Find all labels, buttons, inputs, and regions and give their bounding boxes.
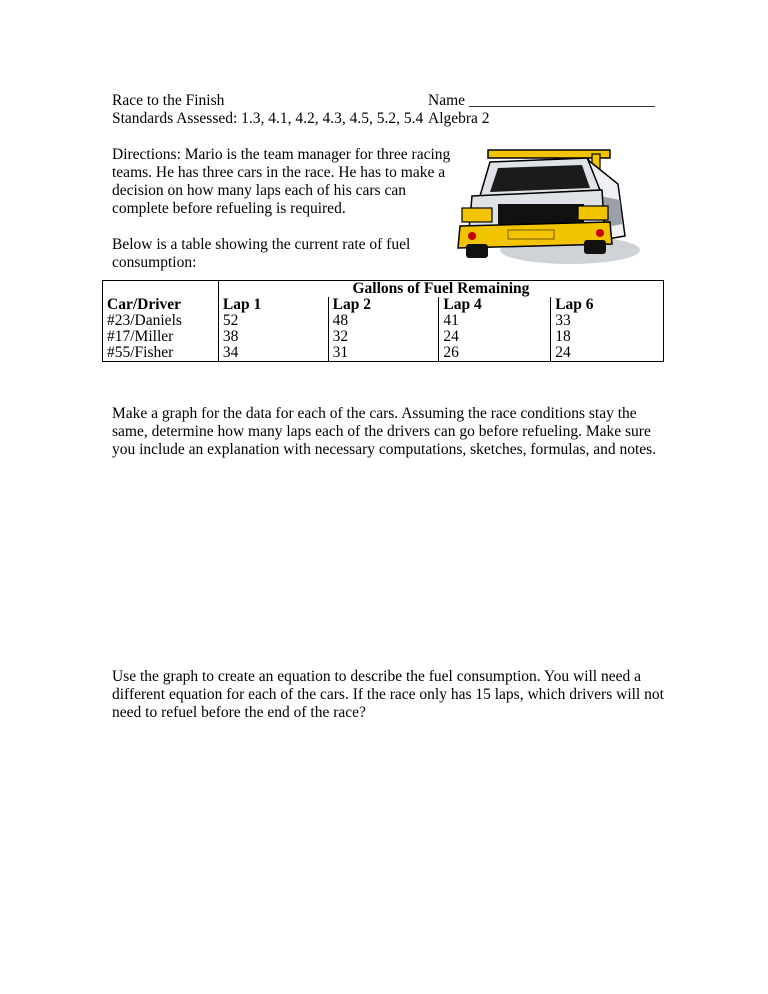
question-equation: [112, 668, 664, 722]
table-intro-line: consumption:: [112, 254, 197, 271]
table-intro-line: Below is a table showing the current rate of fuel: [112, 236, 411, 253]
table-intro: [112, 236, 410, 272]
table-cell: 31: [328, 345, 439, 362]
directions-line: decision on how many laps each of his cars can: [112, 182, 406, 199]
question-graph: [112, 405, 656, 459]
table-row: [103, 345, 664, 362]
question-line: same, determine how many laps each of the drivers can go before refueling. Make sure: [112, 423, 651, 440]
directions-paragraph: [112, 146, 450, 218]
table-cell: 33: [551, 313, 664, 329]
column-header: Car/Driver: [103, 297, 219, 313]
question-line: you include an explanation with necessary computations, sketches, formulas, and notes.: [112, 441, 657, 458]
race-car-icon: [450, 140, 640, 268]
group-header: Gallons of Fuel Remaining: [218, 281, 663, 298]
table-cell: 24: [551, 345, 664, 362]
column-header: Lap 2: [328, 297, 439, 313]
table-cell: 24: [439, 329, 551, 345]
table-cell: 34: [218, 345, 328, 362]
directions-line: complete before refueling is required.: [112, 200, 346, 217]
table-cell: 32: [328, 329, 439, 345]
table-cell: 18: [551, 329, 664, 345]
table-row: [103, 313, 664, 329]
column-header: Lap 4: [439, 297, 551, 313]
course-name: Algebra 2: [428, 110, 490, 127]
directions-line: Directions: Mario is the team manager for three racing: [112, 146, 451, 163]
table-cell-empty: [103, 281, 219, 298]
name-field[interactable]: [428, 92, 655, 110]
table-cell: 52: [218, 313, 328, 329]
column-header: Lap 1: [218, 297, 328, 313]
question-line: need to refuel before the end of the race?: [112, 704, 366, 721]
fuel-table: [102, 280, 664, 362]
table-cell: #55/Fisher: [103, 345, 219, 362]
question-line: Make a graph for the data for each of the cars. Assuming the race conditions stay the: [112, 405, 637, 422]
standards-assessed: Standards Assessed: 1.3, 4.1, 4.2, 4.3, 4.5, 5.2, 5.4: [112, 110, 424, 127]
directions-line: teams. He has three cars in the race. He has to make a: [112, 164, 446, 181]
name-blank: ________________________: [468, 92, 655, 109]
question-line: Use the graph to create an equation to describe the fuel consumption. You will need a: [112, 668, 642, 685]
question-line: different equation for each of the cars. If the race only has 15 laps, which drivers will not: [112, 686, 664, 703]
table-row: [103, 329, 664, 345]
table-cell: #17/Miller: [103, 329, 219, 345]
worksheet-title: Race to the Finish: [112, 92, 225, 109]
table-cell: 41: [439, 313, 551, 329]
column-header: Lap 6: [551, 297, 664, 313]
table-cell: 26: [439, 345, 551, 362]
table-cell: #23/Daniels: [103, 313, 219, 329]
table-cell: 48: [328, 313, 439, 329]
table-cell: 38: [218, 329, 328, 345]
name-label: Name: [428, 92, 466, 109]
